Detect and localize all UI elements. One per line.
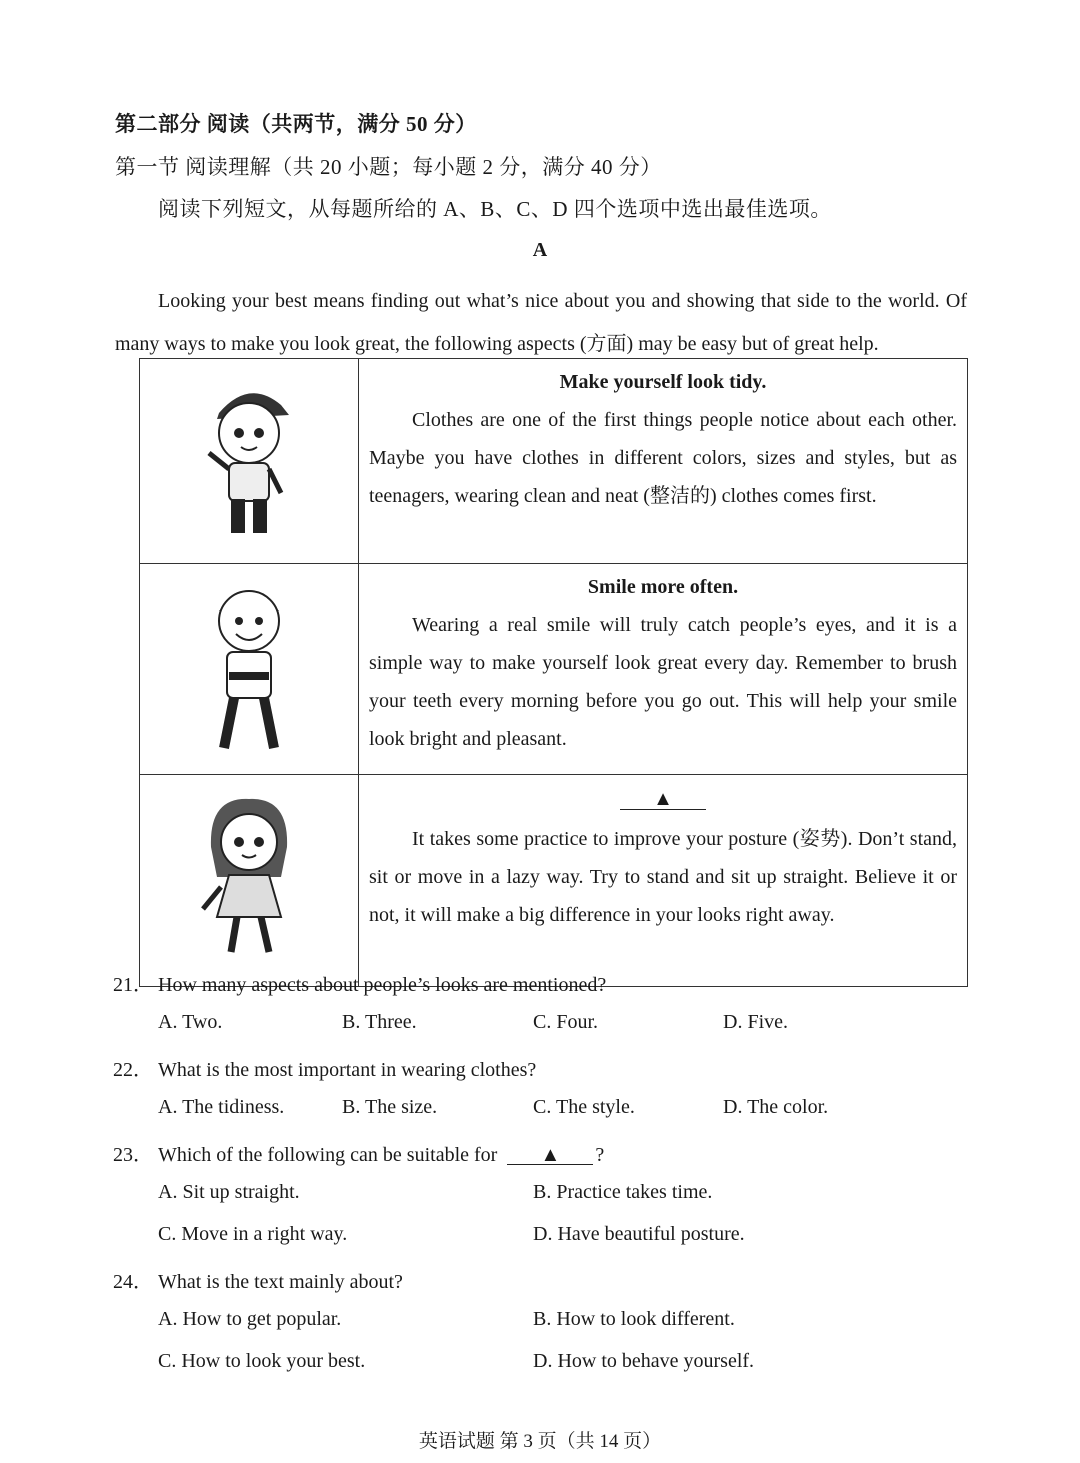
page-footer: 英语试题 第 3 页（共 14 页）: [418, 1431, 662, 1452]
option-d[interactable]: D. Have beautiful posture.: [533, 1223, 745, 1245]
option-a[interactable]: A. Sit up straight.: [158, 1181, 300, 1203]
question-text: What is the text mainly about?: [158, 1271, 403, 1293]
table-row: [140, 359, 968, 564]
option-b[interactable]: B. Three.: [342, 1011, 417, 1033]
option-d[interactable]: D. How to behave yourself.: [533, 1350, 755, 1372]
option-a[interactable]: A. Two.: [158, 1011, 223, 1033]
table-row: [140, 564, 968, 775]
option-b[interactable]: B. The size.: [342, 1096, 438, 1118]
passage-letter: A: [532, 239, 548, 261]
option-a[interactable]: A. The tidiness.: [158, 1096, 285, 1118]
boy-smile-illustration: [140, 564, 359, 775]
title-blank: ▲: [620, 789, 706, 810]
tip-title: Smile more often.: [587, 576, 739, 598]
question-number: 24．: [113, 1271, 153, 1293]
option-b[interactable]: B. Practice takes time.: [533, 1181, 713, 1203]
boy-with-cap-icon: [189, 373, 309, 543]
tip-cell: [359, 564, 968, 775]
question-number: 22．: [113, 1059, 153, 1081]
option-c[interactable]: C. Four.: [533, 1011, 599, 1033]
passage-intro: [115, 280, 967, 366]
tip-body: It takes some practice to improve your posture (姿势). Don’t stand, sit or move in a lazy way. Try to stand and sit up straight. Believe it or not, it will make a big difference in your looks right away.: [369, 828, 957, 926]
missing-title: [369, 789, 957, 810]
question-21: [113, 968, 606, 997]
option-d[interactable]: D. Five.: [723, 1011, 788, 1033]
question-22: [113, 1053, 536, 1082]
part-title: 第二部分 阅读（共两节，满分 50 分）: [115, 112, 477, 136]
subsection-title: 第一节 阅读理解（共 20 小题；每小题 2 分，满分 40 分）: [115, 155, 662, 179]
walking-girl-icon: [189, 787, 309, 967]
tip-cell: [359, 775, 968, 987]
question-24: [113, 1265, 403, 1294]
passage-intro-text: Looking your best means finding out what’s nice about you and showing that side to the world. Of many ways to make you look great, the following aspects (方面) may be easy but of great help.: [115, 290, 967, 355]
aspects-table: [139, 358, 968, 987]
instruction-text: 阅读下列短文，从每题所给的 A、B、C、D 四个选项中选出最佳选项。: [158, 197, 832, 221]
smiling-boy-icon: [194, 576, 304, 756]
boy-cap-illustration: [140, 359, 359, 564]
question-text: What is the most important in wearing clothes?: [158, 1059, 537, 1081]
question-text: How many aspects about people’s looks are mentioned?: [158, 974, 607, 996]
question-blank: ▲: [507, 1146, 593, 1165]
table-row: [140, 775, 968, 987]
option-c[interactable]: C. Move in a right way.: [158, 1223, 348, 1245]
question-number: 23．: [113, 1144, 153, 1166]
tip-title: Make yourself look tidy.: [559, 371, 767, 393]
question-23: [113, 1138, 604, 1167]
question-number: 21．: [113, 974, 153, 996]
option-d[interactable]: D. The color.: [723, 1096, 829, 1118]
option-c[interactable]: C. The style.: [533, 1096, 635, 1118]
question-text: Which of the following can be suitable for: [158, 1144, 498, 1166]
option-b[interactable]: B. How to look different.: [533, 1308, 735, 1330]
tip-cell: [359, 359, 968, 564]
girl-illustration: [140, 775, 359, 987]
tip-body: Wearing a real smile will truly catch people’s eyes, and it is a simple way to make yourself look great every day. Remember to brush your teeth every morning before you go out. This will help your smile look bright and pleasant.: [369, 614, 957, 750]
option-a[interactable]: A. How to get popular.: [158, 1308, 342, 1330]
question-suffix: ?: [595, 1144, 605, 1166]
option-c[interactable]: C. How to look your best.: [158, 1350, 366, 1372]
tip-body: Clothes are one of the first things people notice about each other. Maybe you have clothes in different colors, sizes and styles, but as teenagers, wearing clean and neat (整洁的) clothes comes first.: [369, 409, 957, 507]
